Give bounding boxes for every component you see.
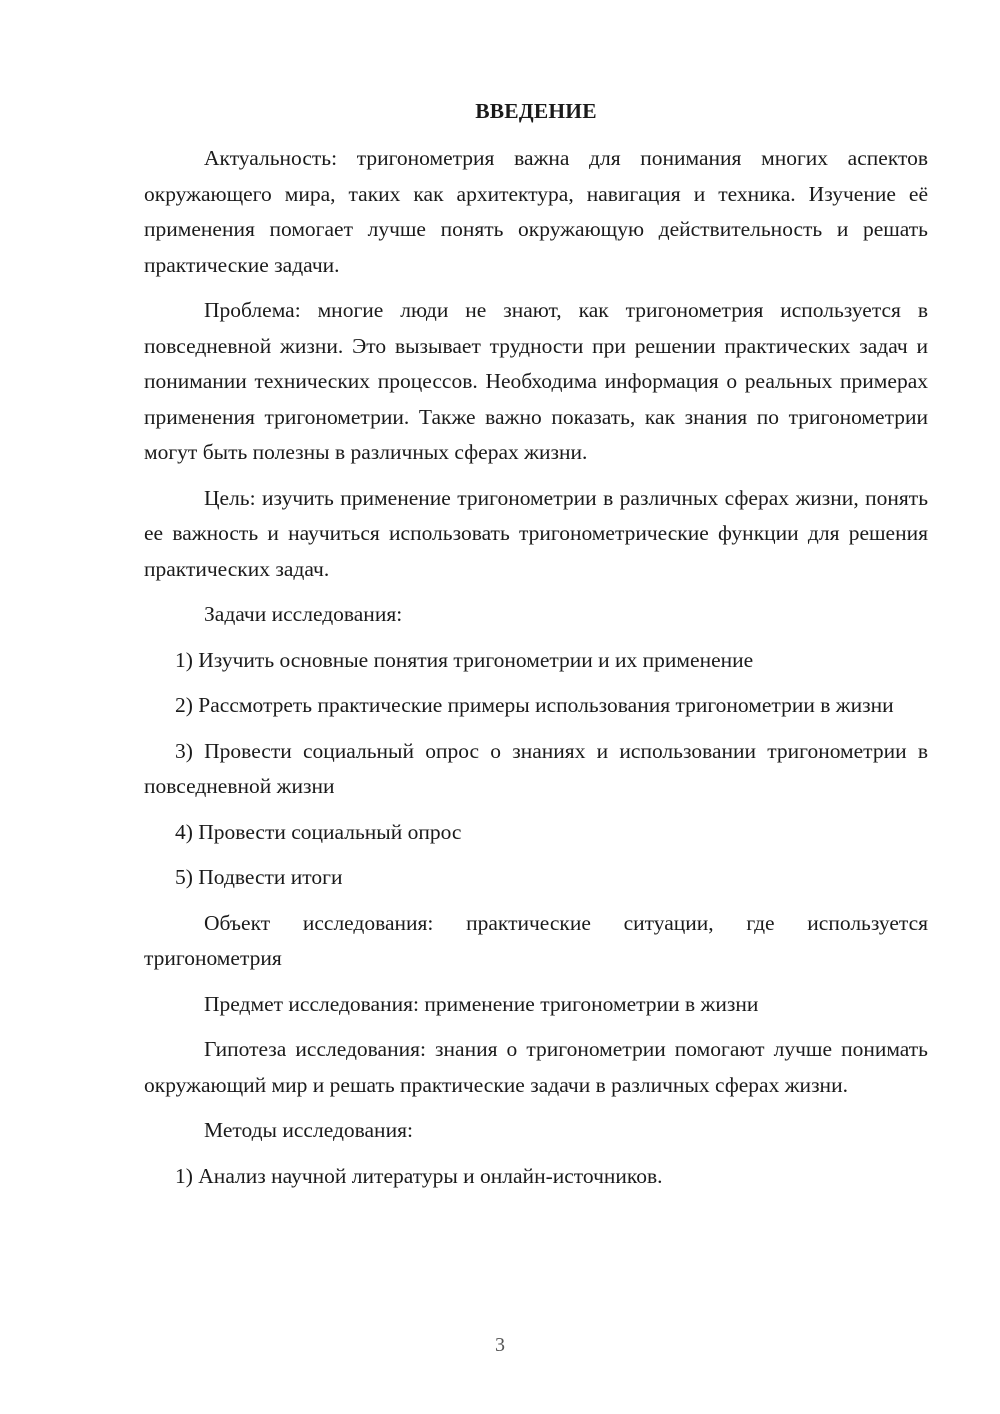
paragraph-subject: Предмет исследования: применение тригонометрии в жизни — [204, 991, 759, 1016]
list-item-task-4: 4) Провести социальный опрос — [175, 819, 462, 844]
paragraph-relevance: Актуальность: тригонометрия важна для понимания многих аспектов окружающего мира, таких как архитектура, навигация и техника. Изучение её применения помогает лучше понять окружающую действительность и решать практические задачи. — [144, 146, 928, 277]
list-item-task-5: 5) Подвести итоги — [175, 865, 343, 889]
section-heading: ВВЕДЕНИЕ — [475, 99, 597, 123]
paragraph-hypothesis: Гипотеза исследования: знания о тригонометрии помогают лучше понимать окружающий мир и решать практические задачи в различных сферах жизни. — [144, 1037, 928, 1097]
document-page — [144, 94, 928, 1204]
paragraph-problem: Проблема: многие люди не знают, как тригонометрия используется в повседневной жизни. Это вызывает трудности при решении практических задач и понимании технических процессов. Необходима информация о реальных примерах применения тригонометрии. Также важно показать, как знания по тригонометрии могут быть полезны в различных сферах жизни. — [144, 298, 928, 464]
page-number: 3 — [495, 1334, 505, 1356]
list-item-method-1: 1) Анализ научной литературы и онлайн-источников. — [175, 1163, 663, 1188]
paragraph-goal: Цель: изучить применение тригонометрии в различных сферах жизни, понять ее важность и научиться использовать тригонометрические функции для решения практических задач. — [144, 485, 928, 581]
paragraph-tasks-title: Задачи исследования: — [204, 602, 403, 626]
paragraph-object: Объект исследования: практические ситуации, где используется тригонометрия — [144, 910, 928, 970]
paragraph-methods-title: Методы исследования: — [204, 1118, 413, 1142]
list-item-task-1: 1) Изучить основные понятия тригонометрии и их применение — [175, 647, 754, 672]
list-item-task-3: 3) Провести социальный опрос о знаниях и использовании тригонометрии в повседневной жизни — [144, 738, 928, 798]
list-item-task-2: 2) Рассмотреть практические примеры использования тригонометрии в жизни — [175, 693, 894, 717]
